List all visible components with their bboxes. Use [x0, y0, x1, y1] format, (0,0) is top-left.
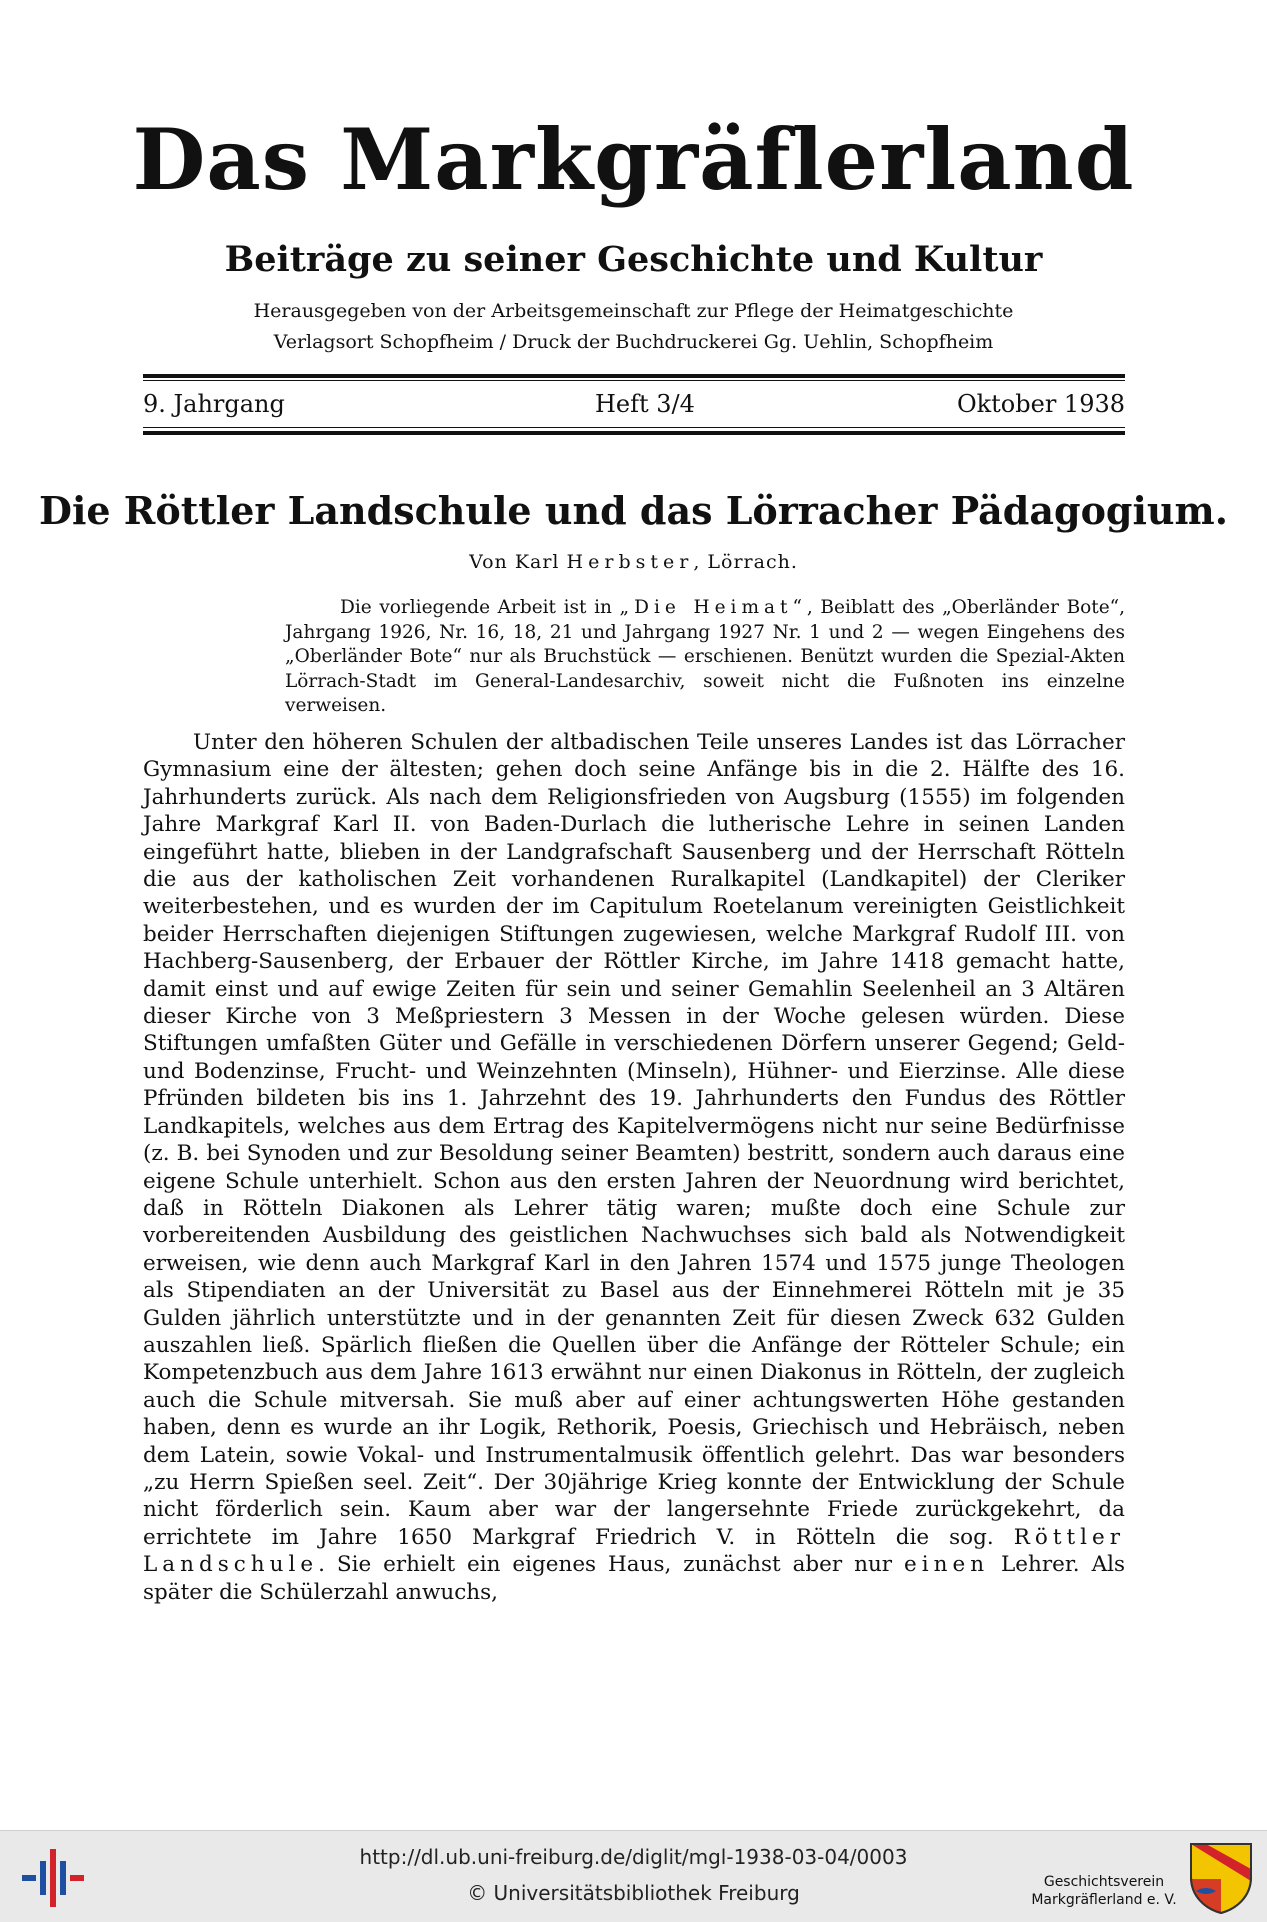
byline-suffix: , Lörrach.	[693, 551, 798, 573]
byline-author: Herbster	[566, 551, 694, 573]
body-text-2: . Sie erhielt ein eigenes Haus, zunächst aber nur	[318, 1552, 893, 1578]
society-name	[1014, 1873, 1194, 1909]
masthead-rule-bottom	[143, 431, 1125, 435]
editorial-note	[285, 596, 1125, 719]
body-emphasis-einen: einen	[904, 1552, 990, 1578]
masthead-rule-bottom-thin	[143, 427, 1125, 428]
volume-label: 9. Jahrgang	[143, 390, 285, 418]
copyright-text: © Universitätsbibliothek Freiburg	[467, 1881, 800, 1905]
issue-number: Heft 3/4	[595, 390, 695, 418]
body-text-3: Lehrer. Als später die Schülerzahl anwuchs,	[143, 1552, 1126, 1605]
society-line-1: Geschichtsverein	[1043, 1874, 1165, 1890]
permalink[interactable]: http://dl.ub.uni-freiburg.de/diglit/mgl-1938-03-04/0003	[359, 1845, 908, 1869]
journal-subtitle: Beiträge zu seiner Geschichte und Kultur	[224, 239, 1043, 280]
note-text-1: Die vorliegende Arbeit ist in	[340, 597, 612, 618]
note-text-2: , Beiblatt des „Oberländer Bote“, Jahrgang 1926, Nr. 16, 18, 21 und Jahrgang 1927 Nr. 1 und 2 — wegen Eingehens des „Oberländer Bote“ nur als Bruchstück — erschienen. Benützt wurden die Spezial-Akten Lörrach-Stadt im General-Landesarchiv, soweit nicht die Fußnoten ins einzelne verweisen.	[285, 597, 1126, 716]
issue-date: Oktober 1938	[956, 390, 1125, 418]
byline-prefix: Von Karl	[469, 551, 560, 573]
masthead-rule-top-thin	[143, 380, 1125, 381]
note-heimat: „Die Heimat“	[619, 597, 807, 618]
body-emphasis-landschule: Röttler Landschule	[143, 1524, 1125, 1578]
society-line-2: Markgräflerland e. V.	[1031, 1892, 1177, 1908]
byline	[0, 553, 1267, 572]
article-title: Die Röttler Landschule und das Lörracher Pädagogium.	[38, 488, 1228, 533]
viewer-footer	[0, 1830, 1267, 1922]
masthead-rule-top	[143, 374, 1125, 378]
printer-line: Verlagsort Schopfheim / Druck der Buchdruckerei Gg. Uehlin, Schopfheim	[273, 331, 994, 353]
journal-title: Das Markgräflerland	[132, 110, 1135, 209]
article-body	[143, 729, 1125, 1606]
body-paragraph: Unter den höheren Schulen der altbadischen Teile unseres Landes ist das Lörracher Gymnasium eine der ältesten; gehen doch seine Anfänge bis in die 2. Hälfte des 16. Jahrhunderts zurück. Als nach dem Religionsfrieden von Augsburg (1555) im folgenden Jahre Markgraf Karl II. von Baden-Durlach die lutherische Lehre in seinen Landen eingeführt hatte, blieben in der Landgrafschaft Sausenberg und der Herrschaft Rötteln die aus der katholischen Zeit vorhandenen Ruralkapitel (Landkapitel) der Cleriker weiterbestehen, und es wurden der im Capitulum Roetelanum vereinigten Geistlichkeit beider Herrschaften diejenigen Stiftungen zugewiesen, welche Markgraf Rudolf III. von Hachberg-Sausenberg, der Erbauer der Röttler Kirche, im Jahre 1418 gemacht hatte, damit einst und auf ewige Zeiten für sein und seiner Gemahlin Seelenheil an 3 Altären dieser Kirche von 3 Meßpriestern 3 Messen in der Woche gelesen würden. Diese Stiftungen umfaßten Güter und Gefälle in verschiedenen Dörfern unserer Gegend; Geld- und Bodenzinse, Frucht- und Weinzehnten (Minseln), Hühner- und Eierzinse. Alle diese Pfründen bildeten bis ins 1. Jahrzehnt des 19. Jahrhunderts den Fundus des Röttler Landkapitels, welches aus dem Ertrag des Kapitelvermögens nicht nur seine Bedürfnisse (z. B. bei Synoden und zur Besoldung seiner Beamten) bestritt, sondern auch daraus eine eigene Schule unterhielt. Schon aus den ersten Jahren der Neuordnung wird berichtet, daß in Rötteln Diakonen als Lehrer tätig waren; mußte doch eine Schule zur vorbereitenden Ausbildung des geistlichen Nachwuchses sich bald als Notwendigkeit erweisen, wie denn auch Markgraf Karl in den Jahren 1574 und 1575 junge Theologen als Stipendiaten an der Universität zu Basel aus der Einnehmerei Rötteln mit je 35 Gulden jährlich unterstützte und in der genannten Zeit für diesen Zweck 632 Gulden auszahlen ließ. Spärlich fließen die Quellen über die Anfänge der Rötteler Schule; ein Kompetenzbuch aus dem Jahre 1613 erwähnt nur einen Diakonus in Rötteln, der zugleich auch die Schule mitversah. Sie muß aber auf einer achtungswerten Höhe gestanden haben, denn es wurde an ihr Logik, Rethorik, Poesis, Griechisch und Hebräisch, neben dem Latein, sowie Vokal- und Instrumentalmusik öffentlich gelehrt. Das war besonders „zu Herrn Spießen seel. Zeit“. Der 30jährige Krieg konnte der Entwicklung der Schule nicht förderlich sein. Kaum aber war der langersehnte Friede zurückgekehrt, da errichtete im Jahre 1650 Markgraf Friedrich V. in Rötteln die sog.	[143, 730, 1125, 1550]
coat-of-arms-icon	[1188, 1841, 1254, 1915]
publisher-line: Herausgegeben von der Arbeitsgemeinschaft zur Pflege der Heimatgeschichte	[253, 300, 1014, 322]
